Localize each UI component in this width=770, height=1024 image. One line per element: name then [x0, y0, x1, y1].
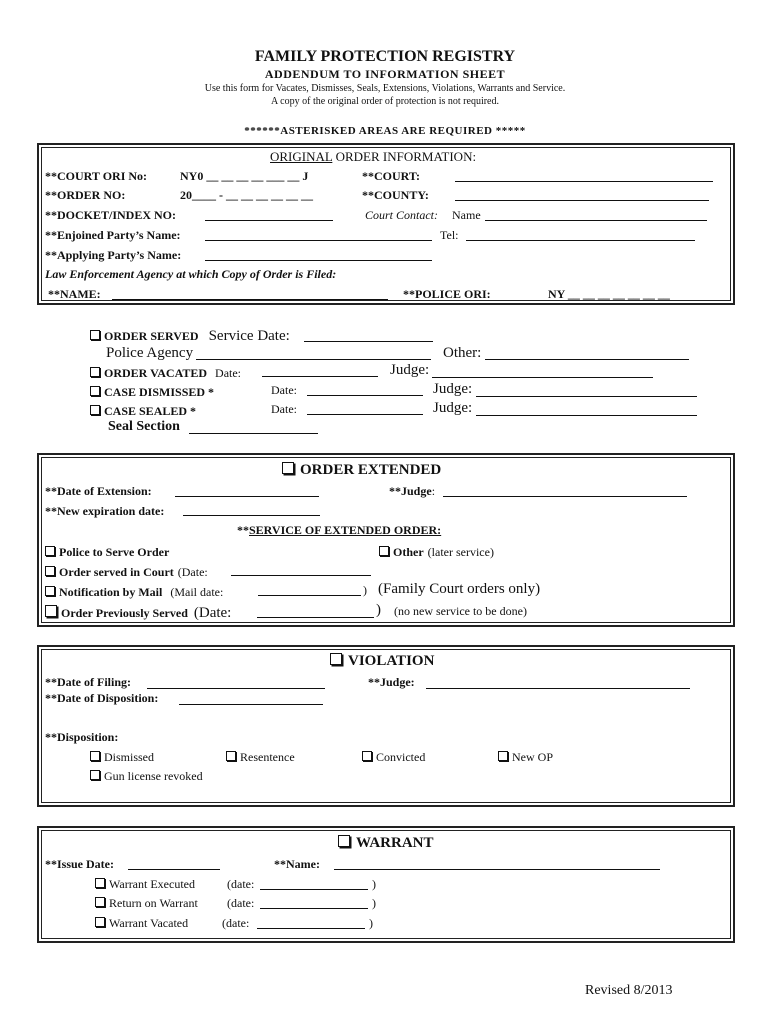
case-dismissed-checkbox[interactable]	[90, 386, 100, 396]
applying-party-label: **Applying Party’s Name:	[45, 248, 182, 262]
police-agency-input[interactable]	[196, 359, 431, 360]
warrant-heading: WARRANT	[338, 835, 434, 851]
enjoined-party-label: **Enjoined Party’s Name:	[45, 228, 181, 242]
case-dismissed-label: CASE DISMISSED *	[104, 385, 215, 399]
tel-label: Tel:	[440, 228, 459, 242]
notification-mail-row: Notification by Mail (Mail date:	[45, 584, 223, 600]
family-court-note: (Family Court orders only)	[378, 581, 541, 597]
violation-judge-label: **Judge:	[368, 675, 415, 689]
police-ori-input[interactable]: NY __ __ __ __ __ __ __	[548, 287, 670, 301]
return-date-input[interactable]	[260, 908, 368, 909]
order-vacated-label: ORDER VACATED	[104, 366, 208, 380]
order-no-input[interactable]: 20____ - __ __ __ __ __ __	[180, 188, 313, 202]
sealed-judge-label: Judge:	[433, 400, 473, 416]
county-input[interactable]	[455, 200, 709, 201]
order-vacated-row	[90, 365, 241, 381]
police-to-serve-checkbox[interactable]	[45, 546, 55, 556]
form-subtitle: ADDENDUM TO INFORMATION SHEET	[264, 67, 506, 81]
served-in-court-row: Order served in Court (Date:	[45, 564, 208, 580]
service-date-label: Service Date:	[208, 328, 290, 344]
law-enforcement-label: Law Enforcement Agency at which Copy of Order is Filed:	[45, 267, 337, 281]
court-ori-label: **COURT ORI No:	[45, 169, 148, 183]
police-ori-label: **POLICE ORI:	[403, 287, 491, 301]
police-agency-label: Police Agency	[106, 345, 194, 361]
dismissed-date-label: Date:	[271, 383, 297, 397]
instructions-line-1: Use this form for Vacates, Dismisses, Seals, Extensions, Violations, Warrants and Service.	[204, 83, 566, 94]
issue-date-input[interactable]	[128, 869, 220, 870]
executed-date-label: (date:	[227, 877, 255, 891]
vacated-judge-label: Judge:	[390, 362, 430, 378]
tel-input[interactable]	[466, 240, 695, 241]
warrant-checkbox[interactable]	[338, 835, 350, 847]
disposition-convicted: Convicted	[362, 751, 425, 763]
date-of-extension-input[interactable]	[175, 496, 319, 497]
served-in-court-checkbox[interactable]	[45, 566, 55, 576]
court-input[interactable]	[455, 181, 713, 182]
seal-section-label: Seal Section	[108, 419, 180, 434]
county-label: **COUNTY:	[362, 188, 429, 202]
served-in-court-date-input[interactable]	[231, 575, 371, 576]
order-served-checkbox[interactable]	[90, 330, 100, 340]
court-ori-input[interactable]: NY0 __ __ __ __ ___ __ J	[180, 169, 309, 183]
case-sealed-row	[90, 403, 196, 419]
vacated-date-input[interactable]	[262, 376, 378, 377]
revised-date: Revised 8/2013	[585, 983, 673, 998]
le-name-input[interactable]	[112, 299, 388, 300]
date-of-disposition-label: **Date of Disposition:	[45, 691, 159, 705]
other-service-row: Other (later service)	[379, 544, 494, 560]
disposition-label: **Disposition:	[45, 730, 119, 744]
warrant-executed-row: Warrant Executed	[95, 878, 195, 890]
gun-license-checkbox[interactable]	[90, 770, 100, 780]
enjoined-party-input[interactable]	[205, 240, 432, 241]
disposition-new-op: New OP	[498, 751, 553, 763]
prev-date-close: )	[376, 602, 381, 618]
sealed-judge-input[interactable]	[476, 415, 697, 416]
form-title: FAMILY PROTECTION REGISTRY	[254, 48, 516, 65]
date-of-disposition-input[interactable]	[179, 704, 323, 705]
order-vacated-checkbox[interactable]	[90, 367, 100, 377]
vacated-judge-input[interactable]	[432, 377, 653, 378]
vacated-warrant-date-label: (date:	[222, 916, 250, 930]
extension-judge-label: **Judge:	[389, 484, 436, 498]
order-extended-box	[37, 453, 735, 627]
date-of-filing-label: **Date of Filing:	[45, 675, 131, 689]
vacated-warrant-date-close: )	[369, 916, 373, 930]
other-label: Other:	[443, 345, 482, 361]
warrant-name-input[interactable]	[334, 869, 660, 870]
mail-date-close: )	[363, 583, 367, 597]
dismissed-date-input[interactable]	[307, 395, 423, 396]
date-of-filing-input[interactable]	[147, 688, 325, 689]
original-heading: ORIGINAL ORDER INFORMATION:	[270, 149, 477, 164]
court-contact-label: Court Contact:	[365, 208, 439, 222]
mail-date-input[interactable]	[258, 595, 361, 596]
previously-served-checkbox[interactable]	[45, 605, 57, 617]
dismissed-judge-input[interactable]	[476, 396, 697, 397]
dismissed-judge-label: Judge:	[433, 381, 473, 397]
disposition-gun-license: Gun license revoked	[90, 770, 203, 782]
no-new-service-note: (no new service to be done)	[394, 604, 527, 618]
docket-input[interactable]	[205, 220, 333, 221]
order-extended-checkbox[interactable]	[282, 462, 294, 474]
seal-section-input[interactable]	[189, 433, 318, 434]
extension-judge-input[interactable]	[443, 496, 687, 497]
other-input[interactable]	[485, 359, 689, 360]
other-service-checkbox[interactable]	[379, 546, 389, 556]
warrant-executed-checkbox[interactable]	[95, 878, 105, 888]
dismissed-checkbox[interactable]	[90, 751, 100, 761]
resentence-checkbox[interactable]	[226, 751, 236, 761]
warrant-name-label: **Name:	[274, 857, 320, 871]
applying-party-input[interactable]	[205, 260, 432, 261]
instructions-line-2: A copy of the original order of protection is not required.	[271, 96, 499, 107]
court-label: **COURT:	[362, 169, 421, 183]
service-date-input[interactable]	[304, 341, 433, 342]
order-served-row	[90, 328, 290, 344]
notification-mail-checkbox[interactable]	[45, 586, 55, 596]
case-dismissed-row	[90, 384, 214, 400]
case-sealed-checkbox[interactable]	[90, 405, 100, 415]
return-date-label: (date:	[227, 896, 255, 910]
violation-checkbox[interactable]	[330, 653, 342, 665]
previously-served-row: Order Previously Served (Date:	[45, 605, 231, 621]
previously-served-date-input[interactable]	[257, 617, 374, 618]
disposition-dismissed: Dismissed	[90, 751, 154, 763]
order-served-label: ORDER SERVED	[104, 329, 199, 343]
warrant-vacated-row: Warrant Vacated	[95, 917, 188, 929]
convicted-checkbox[interactable]	[362, 751, 372, 761]
service-extended-heading: **SERVICE OF EXTENDED ORDER:	[237, 523, 442, 537]
violation-heading: VIOLATION	[330, 653, 434, 669]
return-on-warrant-checkbox[interactable]	[95, 897, 105, 907]
order-no-label: **ORDER NO:	[45, 188, 126, 202]
issue-date-label: **Issue Date:	[45, 857, 114, 871]
new-op-checkbox[interactable]	[498, 751, 508, 761]
le-name-label: **NAME:	[48, 287, 101, 301]
return-on-warrant-row: Return on Warrant	[95, 897, 198, 909]
docket-label: **DOCKET/INDEX NO:	[45, 208, 177, 222]
vacated-date-label: Date:	[215, 366, 242, 380]
court-contact-name-label: Name	[452, 208, 481, 222]
sealed-date-label: Date:	[271, 402, 297, 416]
new-expiration-label: **New expiration date:	[45, 504, 165, 518]
vacated-warrant-date-input[interactable]	[257, 928, 365, 929]
sealed-date-input[interactable]	[307, 414, 423, 415]
court-contact-name-input[interactable]	[485, 220, 707, 221]
disposition-resentence: Resentence	[226, 751, 295, 763]
executed-date-input[interactable]	[260, 889, 368, 890]
required-note: ******ASTERISKED AREAS ARE REQUIRED *****	[244, 125, 526, 137]
executed-date-close: )	[372, 877, 376, 891]
return-date-close: )	[372, 896, 376, 910]
date-of-extension-label: **Date of Extension:	[45, 484, 152, 498]
warrant-vacated-checkbox[interactable]	[95, 917, 105, 927]
new-expiration-input[interactable]	[183, 515, 320, 516]
police-to-serve-row: Police to Serve Order	[45, 544, 169, 560]
order-extended-heading: ORDER EXTENDED	[282, 462, 441, 478]
violation-judge-input[interactable]	[426, 688, 690, 689]
case-sealed-label: CASE SEALED *	[104, 404, 197, 418]
